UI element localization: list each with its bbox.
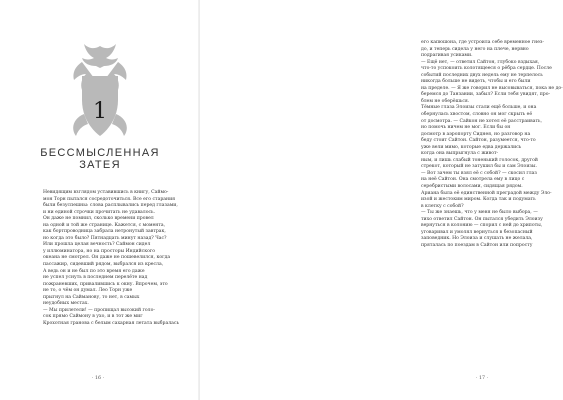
text-line: в клетку с собой? [421, 203, 464, 209]
right-page-text [421, 40, 563, 250]
text-line: подрагивая усиками. [421, 53, 473, 59]
text-line: уже вели мимо, которые едва держались [421, 144, 522, 150]
text-line: были безуспешны: слова расплывались перед глазами, [43, 203, 178, 209]
text-line: мон Торн пытался сосредоточиться. Все его старания [43, 196, 176, 202]
chapter-title: БЕССМЫСЛЕННАЯ ЗАТЕЯ [40, 147, 160, 171]
right-page [200, 0, 563, 400]
text-line: не успел уснуть в последнем перелёте над [43, 275, 148, 281]
text-line: но когда это было? Пятнадцать минут назад? Час? [43, 235, 167, 241]
text-line: уговаривал и умолял вернуться в безопасный [421, 229, 533, 235]
text-line: Ариана была её единственной преградой между Эло- [421, 190, 552, 196]
text-line: как бортпроводница забрала нетронутый завтрак, [43, 229, 166, 235]
text-line: пожраневших, привалившись к окну. Впрочем, это [43, 281, 168, 287]
text-line: океана не смотрел. Он даже не пошевелился, когда [43, 255, 171, 261]
text-line: заповедник. Но Элоиза и слушать не желала, [421, 236, 533, 242]
text-line: когда она выпрыгнула с живот- [421, 151, 499, 157]
text-line: никогда больше не видеть, чтобы и его были [421, 79, 531, 85]
text-line: беду стоит Сайтон. Сайтон, разумеется, что-то [421, 138, 536, 144]
text-line: — Ещё нет, — ответил Сайтон, глубоко вздыхая, [421, 59, 540, 65]
text-line: серебристыми волосами, сидящая рядом. [421, 184, 523, 190]
text-line: пряталась по поездам в Сайтон или попросту [421, 242, 533, 248]
text-line: до, и теперь сидела у него на плече, нервно [421, 46, 529, 52]
text-line: Невидящим взглядом уставившись в книгу, Саймо- [43, 190, 169, 195]
text-line: у иллюминатора, но на просторы Индийского [43, 248, 156, 254]
text-line: вернуться в колонию — спорил с ней до хрипоты, [421, 223, 543, 229]
text-line: изой и жестоким миром. Когда так и подумать [421, 197, 536, 203]
left-page-text [43, 190, 179, 327]
text-line: Крохотная гранова с белым сахарная летата выбралась [43, 320, 179, 326]
text-line: беремся до Танзании, забыл? Если тебя увидят, про- [421, 92, 551, 98]
text-line: стрекот, который не затушил бы и сам Элоизы. [421, 164, 538, 170]
text-line: что-то успокоить колотящееся о рёбра сердце. После [421, 66, 552, 72]
page-number-left: · 16 · [91, 376, 105, 381]
text-line: на одной и той же странице. Кажется, с момента, [43, 222, 166, 228]
text-line: Тёмные глаза Элоизы стали ещё больше, и она [421, 105, 537, 111]
text-line: тихо ответил Сайтон. Он пытался убедить Элоизу [421, 216, 543, 222]
text-line: и ни единой строчки прочитать не удавалось. [43, 209, 156, 215]
text-line: обернулась хвостом, словно он мог скрыть её [421, 112, 533, 118]
text-line: досмотр в аэропорту Сиднея, но разговор на [421, 131, 531, 137]
text-line: но помочь ничем не мог. Если бы он [421, 125, 511, 131]
text-line: — Ты же знаешь, что у меня не было выбора, — [421, 210, 538, 216]
text-line: пассажир, сидевший рядом, выбрался из кресла, [43, 262, 164, 268]
text-line: блем не оберёшься. [421, 98, 470, 104]
text-line: сок прямо Саймону в ухо, и в тот же миг [43, 314, 143, 320]
text-line: от досмотра. — Сайкон не хотел её расстраивать, [421, 118, 543, 124]
text-line: ным, и лишь слабый тоненький голосок, другой [421, 157, 538, 163]
chapter-emblem-icon [60, 38, 140, 148]
text-line: на неё Сайтон. Она смотрела ему в лицо с [421, 177, 525, 183]
text-line: неудобных местах. [43, 301, 89, 307]
text-line: Он даже не помнил, сколько времени провел [43, 216, 154, 222]
text-line: на пределе. — Я же говорил не высовываться, пока не до- [421, 85, 563, 91]
text-line: событий последних двух недель ему не терпелось [421, 72, 543, 78]
text-line: — Мы прилетели! — пропищал высокий голо- [43, 307, 155, 313]
text-line: Или прошла целая вечность? Саймон сидел [43, 242, 151, 248]
text-line: его капюшона, где устроила себе временное гнез- [421, 40, 544, 45]
chapter-number: 1 [93, 99, 107, 124]
text-line: прыгнул на Сайманову, то нет, в самых [43, 294, 140, 300]
text-line: не то, о чём он думал. Лео Торн уже [43, 288, 133, 294]
left-page [0, 0, 200, 400]
text-line: А ведь он и не был по это время его даже [43, 268, 145, 274]
page-number-right: · 17 · [475, 376, 489, 381]
text-line: — Вот зачем ты взял её с собой? — скосил глаз [421, 170, 537, 176]
